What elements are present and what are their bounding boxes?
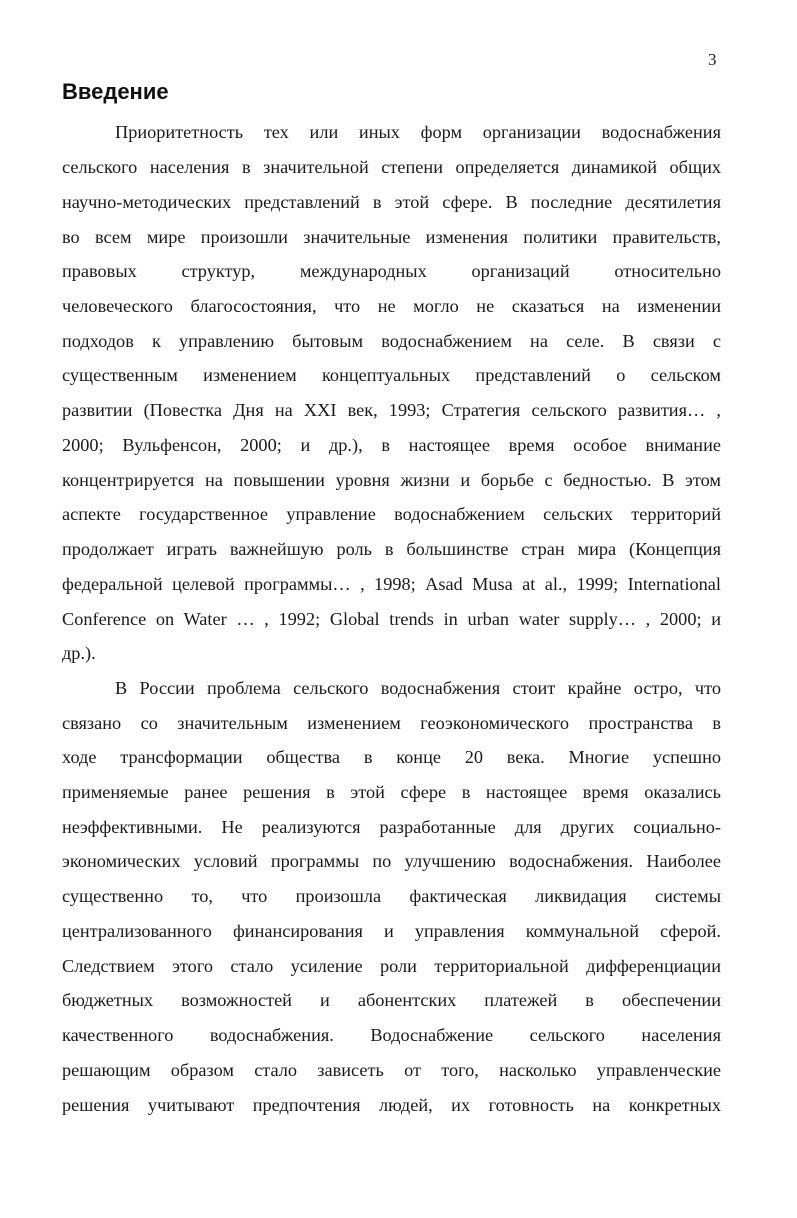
paragraph-line: продолжает играть важнейшую роль в большинстве стран мира (Концепция xyxy=(62,539,721,559)
paragraph-line: применяемые ранее решения в этой сфере в настоящее время оказались xyxy=(62,782,721,802)
paragraph-line: В России проблема сельского водоснабжения стоит крайне остро, что xyxy=(115,678,721,698)
paragraph-line: во всем мире произошли значительные изменения политики правительств, xyxy=(62,227,721,247)
paragraph-line: качественного водоснабжения. Водоснабжение сельского населения xyxy=(62,1025,721,1045)
paragraph-line: бюджетных возможностей и абонентских платежей в обеспечении xyxy=(62,990,721,1010)
paragraph-line: развитии (Повестка Дня на XXI век, 1993; Стратегия сельского развития… , xyxy=(62,400,721,420)
paragraph-line: ходе трансформации общества в конце 20 века. Многие успешно xyxy=(62,747,721,767)
paragraph-line: др.). xyxy=(62,643,96,663)
paragraph-line: неэффективными. Не реализуются разработанные для других социально- xyxy=(62,817,721,837)
paragraph-line: решения учитывают предпочтения людей, их готовность на конкретных xyxy=(62,1095,721,1115)
page-number: 3 xyxy=(708,50,717,69)
paragraph-line: концентрируется на повышении уровня жизни и борьбе с бедностью. В этом xyxy=(62,470,721,490)
paragraph-line: аспекте государственное управление водоснабжением сельских территорий xyxy=(62,504,721,524)
paragraph-line: связано со значительным изменением геоэкономического пространства в xyxy=(62,713,721,733)
paragraph-line: централизованного финансирования и управления коммунальной сферой. xyxy=(62,921,721,941)
paragraph-line: Следствием этого стало усиление роли территориальной дифференциации xyxy=(62,956,721,976)
paragraph-line: Приоритетность тех или иных форм организации водоснабжения xyxy=(115,122,721,142)
paragraph-line: человеческого благосостояния, что не могло не сказаться на изменении xyxy=(62,296,721,316)
paragraph-line: сельского населения в значительной степени определяется динамикой общих xyxy=(62,157,721,177)
paragraph-line: экономических условий программы по улучшению водоснабжения. Наиболее xyxy=(62,851,721,871)
section-heading: Введение xyxy=(62,79,169,104)
paragraph-line: подходов к управлению бытовым водоснабжением на селе. В связи с xyxy=(62,331,721,351)
paragraph-line: федеральной целевой программы… , 1998; Asad Musa at al., 1999; International xyxy=(62,574,721,594)
paragraph-line: Conference on Water … , 1992; Global trends in urban water supply… , 2000; и xyxy=(62,609,721,629)
paragraph-line: научно-методических представлений в этой сфере. В последние десятилетия xyxy=(62,192,721,212)
paragraph-line: существенным изменением концептуальных представлений о сельском xyxy=(62,365,721,385)
paragraph-line: 2000; Вульфенсон, 2000; и др.), в настоящее время особое внимание xyxy=(62,435,721,455)
paragraph-line: правовых структур, международных организаций относительно xyxy=(62,261,721,281)
paragraph-line: решающим образом стало зависеть от того, насколько управленческие xyxy=(62,1060,721,1080)
paragraph-line: существенно то, что произошла фактическая ликвидация системы xyxy=(62,886,721,906)
